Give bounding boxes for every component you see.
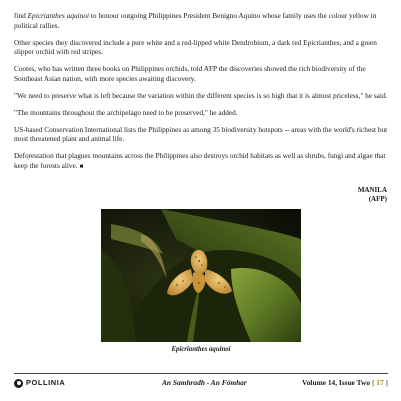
footer-divider — [14, 373, 388, 374]
photo-caption: Epicrianthes aquinoi — [171, 346, 231, 353]
paragraph-text: find — [14, 11, 28, 20]
article-paragraph-5: "The mountains throughout the archipelago need to be preserved," he added. — [14, 107, 238, 117]
article-paragraph-1 — [14, 11, 390, 30]
article-body — [14, 11, 390, 172]
species-name: Epicrianthes aquinoi — [27, 11, 90, 20]
page-number: 17 — [376, 378, 384, 387]
volume-info — [302, 377, 388, 389]
logo-text: POLLINIA — [26, 378, 66, 387]
article-paragraph-7 — [14, 151, 390, 172]
orchid-photo-image — [101, 209, 301, 342]
publication-logo — [14, 377, 65, 389]
end-of-article-mark: ■ — [79, 163, 84, 170]
article-paragraph-6: US-based Conservation International lists the Philippines as among 35 biodiversity hotspots -- areas with the world's richest but most threatened plant and animal life. — [14, 124, 388, 144]
dateline-city: MANILA — [357, 186, 387, 194]
article-paragraph-2: Other species they discovered include a pure white and a red-lipped white Dendrobium, a dark red Epicrianthes, and a green slipper orchid with red stripes. — [14, 37, 377, 57]
issue-name: An Samhradh - An Fómhar — [162, 378, 247, 387]
orchid-photo — [101, 209, 301, 342]
article-paragraph-4: "We need to preserve what is left because the variation within the different species is so high that it is almost priceless," he said. — [14, 90, 388, 100]
dateline — [358, 186, 387, 204]
page-footer — [14, 377, 388, 389]
page-bracket-close: ] — [385, 378, 388, 387]
dateline-agency: (AFP) — [368, 195, 387, 203]
article-paragraph-3: Cootes, who has written three books on Philippines orchids, told AFP the discoveries showed the rich biodiversity of the Southeast Asian nation, with more species awaiting discovery. — [14, 64, 366, 83]
pollinia-logo-icon — [14, 379, 23, 388]
page-bracket-open: [ — [371, 378, 375, 387]
paragraph-text: to honour outgoing Philippines President Benigno Aquino whose family uses the colour yellow in political rallies. — [14, 11, 377, 30]
volume-label: Volume 14, Issue Two — [302, 378, 371, 387]
paragraph-text: Deforestation that plagues mountains across the Philippines also destroys orchid habitats as well as shrubs, fungi and algae that keep the forests alive. — [14, 151, 386, 170]
